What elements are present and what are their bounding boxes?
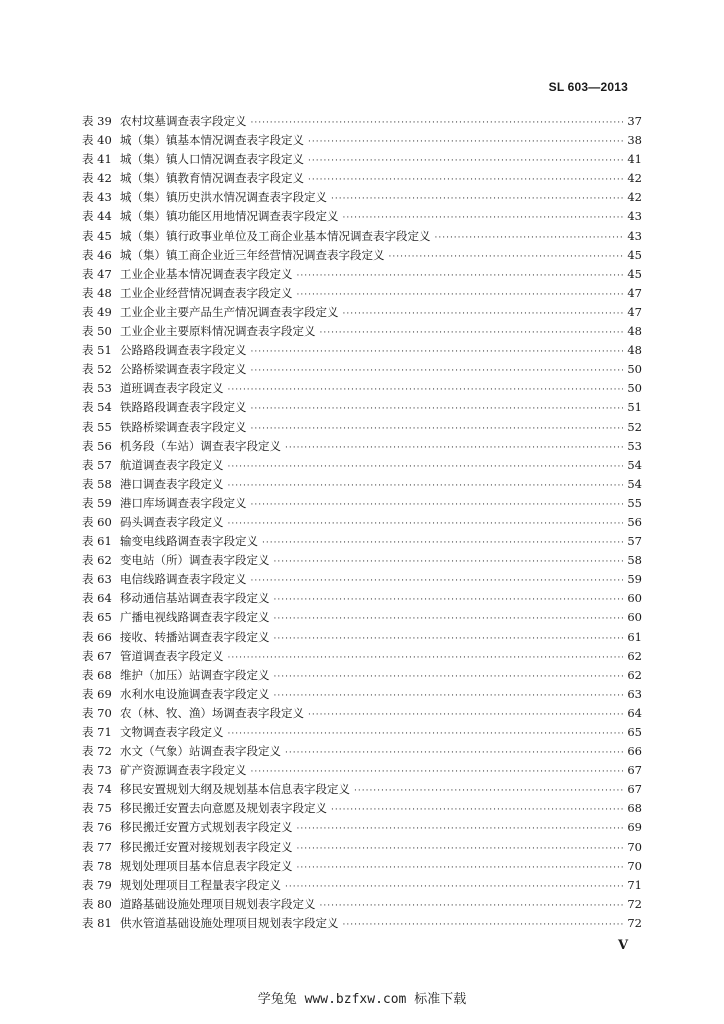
toc-entry-title: 接收、转播站调查表字段定义: [120, 629, 270, 644]
toc-entry-number: 表 71: [82, 725, 112, 739]
toc-entry[interactable]: [82, 704, 642, 723]
toc-dot-leader: [274, 687, 624, 706]
toc-entry-number: 表 61: [82, 534, 112, 549]
toc-entry-number: 表 68: [82, 667, 112, 682]
toc-entry[interactable]: [82, 475, 642, 494]
toc-entry-title: 管道调查表字段定义: [120, 648, 224, 663]
toc-entry-title: 广播电视线路调查表字段定义: [120, 610, 270, 625]
toc-entry[interactable]: [82, 227, 642, 246]
toc-entry-number: 表 81: [82, 915, 112, 930]
toc-entry-number: 表 51: [82, 343, 112, 358]
toc-entry-number: 表 74: [82, 782, 112, 797]
footer-watermark: 学兔兔 www.bzfxw.com 标准下载: [257, 992, 467, 1007]
toc-entry[interactable]: [82, 914, 642, 933]
toc-entry-title: 港口库场调查表字段定义: [120, 495, 247, 510]
toc-entry-title: 码头调查表字段定义: [120, 514, 224, 529]
toc-entry-title: 电信线路调查表字段定义: [120, 572, 247, 587]
toc-dot-leader: [389, 248, 624, 267]
toc-dot-leader: [343, 305, 624, 324]
toc-dot-leader: [285, 878, 623, 897]
toc-entry-page: 38: [627, 133, 642, 148]
toc-dot-leader: [297, 267, 624, 286]
toc-entry[interactable]: [82, 742, 642, 761]
toc-entry-number: 表 56: [82, 438, 112, 453]
toc-entry-title: 道路基础设施处理项目规划表字段定义: [120, 896, 316, 911]
toc-entry-title: 移民搬迁安置去向意愿及规划表字段定义: [120, 801, 327, 816]
toc-entry[interactable]: [82, 666, 642, 685]
toc-entry[interactable]: [82, 895, 642, 914]
toc-entry-page: 54: [627, 476, 642, 491]
toc-entry-page: 55: [627, 495, 642, 510]
toc-entry-page: 57: [627, 534, 642, 549]
toc-entry-page: 62: [627, 667, 642, 682]
toc-dot-leader: [297, 286, 624, 305]
toc-entry-page: 48: [627, 324, 642, 339]
toc-entry[interactable]: [82, 188, 642, 207]
toc-entry-page: 67: [627, 763, 642, 778]
toc-entry-title: 工业企业经营情况调查表字段定义: [120, 285, 293, 300]
toc-entry-page: 47: [627, 304, 642, 319]
toc-entry-title: 机务段（车站）调查表字段定义: [120, 438, 281, 453]
toc-dot-leader: [228, 381, 624, 400]
toc-dot-leader: [251, 420, 624, 439]
toc-entry[interactable]: [82, 169, 642, 188]
toc-entry-number: 表 76: [82, 820, 112, 835]
toc-entry-page: 64: [627, 705, 642, 720]
toc-entry[interactable]: [82, 685, 642, 704]
toc-entry-page: 61: [627, 629, 642, 644]
toc-entry-number: 表 39: [82, 114, 112, 128]
toc-entry[interactable]: [82, 647, 642, 666]
toc-dot-leader: [274, 630, 624, 649]
toc-dot-leader: [228, 515, 624, 534]
toc-dot-leader: [228, 725, 624, 744]
toc-entry[interactable]: [82, 379, 642, 398]
toc-entry[interactable]: [82, 131, 642, 150]
page-number: V: [618, 938, 629, 953]
toc-entry-title: 工业企业基本情况调查表字段定义: [120, 266, 293, 281]
toc-entry-number: 表 65: [82, 610, 112, 625]
toc-entry-page: 51: [627, 400, 642, 415]
toc-entry-number: 表 50: [82, 324, 112, 339]
toc-entry-number: 表 42: [82, 171, 112, 186]
toc-entry-number: 表 55: [82, 419, 112, 434]
toc-dot-leader: [320, 897, 624, 916]
toc-entry[interactable]: [82, 723, 642, 742]
toc-entry-number: 表 60: [82, 514, 112, 529]
toc-entry-page: 69: [627, 820, 642, 835]
toc-entry[interactable]: [82, 513, 642, 532]
toc-entry[interactable]: [82, 780, 642, 799]
toc-dot-leader: [331, 190, 623, 209]
toc-entry-title: 城（集）镇教育情况调查表字段定义: [120, 171, 304, 186]
toc-entry-title: 矿产资源调查表字段定义: [120, 763, 247, 778]
toc-entry-title: 城（集）镇人口情况调查表字段定义: [120, 152, 304, 167]
toc-entry-title: 水利水电设施调查表字段定义: [120, 686, 270, 701]
toc-dot-leader: [297, 820, 624, 839]
toc-entry-page: 70: [627, 839, 642, 854]
toc-entry-page: 48: [627, 343, 642, 358]
toc-entry-number: 表 54: [82, 400, 112, 415]
table-of-contents: [82, 112, 642, 933]
toc-dot-leader: [285, 439, 623, 458]
toc-entry-number: 表 78: [82, 858, 112, 873]
toc-entry-number: 表 72: [82, 744, 112, 759]
toc-entry-page: 58: [627, 553, 642, 568]
toc-entry[interactable]: [82, 799, 642, 818]
toc-entry[interactable]: [82, 360, 642, 379]
toc-entry-title: 供水管道基础设施处理项目规划表字段定义: [120, 915, 339, 930]
toc-dot-leader: [320, 324, 624, 343]
toc-entry-number: 表 80: [82, 896, 112, 911]
toc-dot-leader: [274, 553, 624, 572]
toc-entry-page: 41: [627, 152, 642, 167]
toc-entry[interactable]: [82, 322, 642, 341]
toc-entry-page: 42: [627, 171, 642, 186]
toc-entry-title: 道班调查表字段定义: [120, 381, 224, 396]
toc-entry[interactable]: [82, 303, 642, 322]
toc-entry-title: 城（集）镇工商企业近三年经营情况调查表字段定义: [120, 247, 385, 262]
toc-dot-leader: [274, 668, 624, 687]
toc-dot-leader: [331, 801, 623, 820]
toc-entry-page: 72: [627, 896, 642, 911]
toc-entry-number: 表 53: [82, 381, 112, 396]
toc-entry-title: 农（林、牧、渔）场调查表字段定义: [120, 705, 304, 720]
toc-dot-leader: [251, 572, 624, 591]
toc-entry-page: 56: [627, 514, 642, 529]
toc-entry[interactable]: [82, 532, 642, 551]
toc-entry-number: 表 77: [82, 839, 112, 854]
toc-entry-title: 移动通信基站调查表字段定义: [120, 591, 270, 606]
toc-dot-leader: [435, 229, 624, 248]
toc-dot-leader: [251, 362, 624, 381]
toc-dot-leader: [308, 706, 623, 725]
toc-entry-title: 城（集）镇行政事业单位及工商企业基本情况调查表字段定义: [120, 228, 431, 243]
toc-entry[interactable]: [82, 589, 642, 608]
toc-entry-number: 表 62: [82, 553, 112, 568]
toc-dot-leader: [274, 610, 624, 629]
toc-entry-page: 52: [627, 419, 642, 434]
toc-entry-title: 规划处理项目工程量表字段定义: [120, 877, 281, 892]
toc-entry[interactable]: [82, 628, 642, 647]
toc-entry-title: 铁路桥梁调查表字段定义: [120, 419, 247, 434]
toc-entry-title: 港口调查表字段定义: [120, 476, 224, 491]
toc-entry-page: 37: [627, 114, 642, 128]
toc-entry-page: 54: [627, 457, 642, 472]
toc-entry[interactable]: [82, 456, 642, 475]
toc-entry[interactable]: [82, 838, 642, 857]
toc-entry-page: 66: [627, 744, 642, 759]
toc-entry-title: 城（集）镇功能区用地情况调查表字段定义: [120, 209, 339, 224]
toc-entry[interactable]: [82, 818, 642, 837]
toc-dot-leader: [274, 591, 624, 610]
toc-entry-number: 表 66: [82, 629, 112, 644]
toc-dot-leader: [251, 114, 624, 133]
toc-dot-leader: [297, 859, 624, 878]
toc-entry-title: 移民搬迁安置方式规划表字段定义: [120, 820, 293, 835]
toc-entry-number: 表 43: [82, 190, 112, 205]
toc-entry[interactable]: [82, 608, 642, 627]
toc-entry-page: 67: [627, 782, 642, 797]
toc-entry-title: 水文（气象）站调查表字段定义: [120, 744, 281, 759]
toc-entry[interactable]: [82, 207, 642, 226]
toc-entry-title: 农村坟墓调查表字段定义: [120, 114, 247, 128]
toc-entry-number: 表 58: [82, 476, 112, 491]
toc-entry-page: 72: [627, 915, 642, 930]
toc-dot-leader: [228, 458, 624, 477]
toc-entry-number: 表 73: [82, 763, 112, 778]
toc-entry-title: 工业企业主要原料情况调查表字段定义: [120, 324, 316, 339]
toc-entry-number: 表 79: [82, 877, 112, 892]
toc-entry-page: 45: [627, 247, 642, 262]
toc-entry-title: 城（集）镇历史洪水情况调查表字段定义: [120, 190, 327, 205]
toc-dot-leader: [343, 916, 624, 935]
toc-entry[interactable]: [82, 551, 642, 570]
toc-entry-number: 表 45: [82, 228, 112, 243]
toc-entry-number: 表 75: [82, 801, 112, 816]
toc-entry-title: 移民安置规划大纲及规划基本信息表字段定义: [120, 782, 350, 797]
toc-entry-number: 表 64: [82, 591, 112, 606]
toc-entry-number: 表 67: [82, 648, 112, 663]
toc-entry-number: 表 41: [82, 152, 112, 167]
toc-entry-number: 表 46: [82, 247, 112, 262]
toc-entry-number: 表 57: [82, 457, 112, 472]
toc-entry[interactable]: [82, 265, 642, 284]
toc-entry-title: 公路桥梁调查表字段定义: [120, 362, 247, 377]
toc-entry-page: 43: [627, 209, 642, 224]
toc-entry-number: 表 48: [82, 285, 112, 300]
toc-entry-page: 53: [627, 438, 642, 453]
toc-entry-page: 70: [627, 858, 642, 873]
toc-entry-page: 42: [627, 190, 642, 205]
toc-entry-title: 变电站（所）调查表字段定义: [120, 553, 270, 568]
toc-dot-leader: [262, 534, 623, 553]
toc-entry[interactable]: [82, 284, 642, 303]
toc-dot-leader: [251, 343, 624, 362]
toc-dot-leader: [308, 133, 623, 152]
toc-entry-page: 50: [627, 362, 642, 377]
toc-entry-page: 43: [627, 228, 642, 243]
toc-dot-leader: [228, 649, 624, 668]
toc-entry-number: 表 63: [82, 572, 112, 587]
toc-entry-title: 文物调查表字段定义: [120, 725, 224, 739]
toc-entry-page: 60: [627, 591, 642, 606]
toc-entry-page: 71: [627, 877, 642, 892]
toc-entry-title: 维护（加压）站调查字段定义: [120, 667, 270, 682]
toc-entry-page: 65: [627, 725, 642, 739]
toc-entry[interactable]: [82, 418, 642, 437]
toc-entry-number: 表 49: [82, 304, 112, 319]
toc-entry-number: 表 70: [82, 705, 112, 720]
toc-entry-title: 城（集）镇基本情况调查表字段定义: [120, 133, 304, 148]
toc-entry[interactable]: [82, 570, 642, 589]
toc-entry-number: 表 44: [82, 209, 112, 224]
toc-entry[interactable]: [82, 112, 642, 131]
toc-entry-number: 表 47: [82, 266, 112, 281]
toc-entry[interactable]: [82, 437, 642, 456]
standard-code: SL 603—2013: [548, 80, 628, 94]
toc-entry-title: 工业企业主要产品生产情况调查表字段定义: [120, 304, 339, 319]
toc-dot-leader: [251, 400, 624, 419]
toc-entry[interactable]: [82, 494, 642, 513]
toc-dot-leader: [228, 477, 624, 496]
toc-entry[interactable]: [82, 761, 642, 780]
toc-dot-leader: [354, 782, 623, 801]
toc-entry-title: 移民搬迁安置对接规划表字段定义: [120, 839, 293, 854]
toc-entry[interactable]: [82, 398, 642, 417]
toc-entry[interactable]: [82, 341, 642, 360]
toc-entry-page: 60: [627, 610, 642, 625]
toc-entry[interactable]: [82, 246, 642, 265]
toc-dot-leader: [308, 171, 623, 190]
toc-dot-leader: [285, 744, 623, 763]
toc-entry-page: 47: [627, 285, 642, 300]
toc-entry-page: 50: [627, 381, 642, 396]
toc-entry-page: 63: [627, 686, 642, 701]
toc-entry-number: 表 69: [82, 686, 112, 701]
toc-entry[interactable]: [82, 150, 642, 169]
toc-entry-title: 输变电线路调查表字段定义: [120, 534, 258, 549]
toc-entry-number: 表 40: [82, 133, 112, 148]
toc-dot-leader: [297, 840, 624, 859]
toc-entry-page: 45: [627, 266, 642, 281]
toc-entry[interactable]: [82, 857, 642, 876]
toc-entry-title: 公路路段调查表字段定义: [120, 343, 247, 358]
toc-entry-number: 表 59: [82, 495, 112, 510]
toc-entry-title: 航道调查表字段定义: [120, 457, 224, 472]
toc-dot-leader: [251, 496, 624, 515]
toc-dot-leader: [308, 152, 623, 171]
toc-entry-page: 62: [627, 648, 642, 663]
toc-entry-page: 59: [627, 572, 642, 587]
toc-entry[interactable]: [82, 876, 642, 895]
toc-entry-title: 规划处理项目基本信息表字段定义: [120, 858, 293, 873]
toc-entry-page: 68: [627, 801, 642, 816]
toc-entry-title: 铁路路段调查表字段定义: [120, 400, 247, 415]
toc-entry-number: 表 52: [82, 362, 112, 377]
